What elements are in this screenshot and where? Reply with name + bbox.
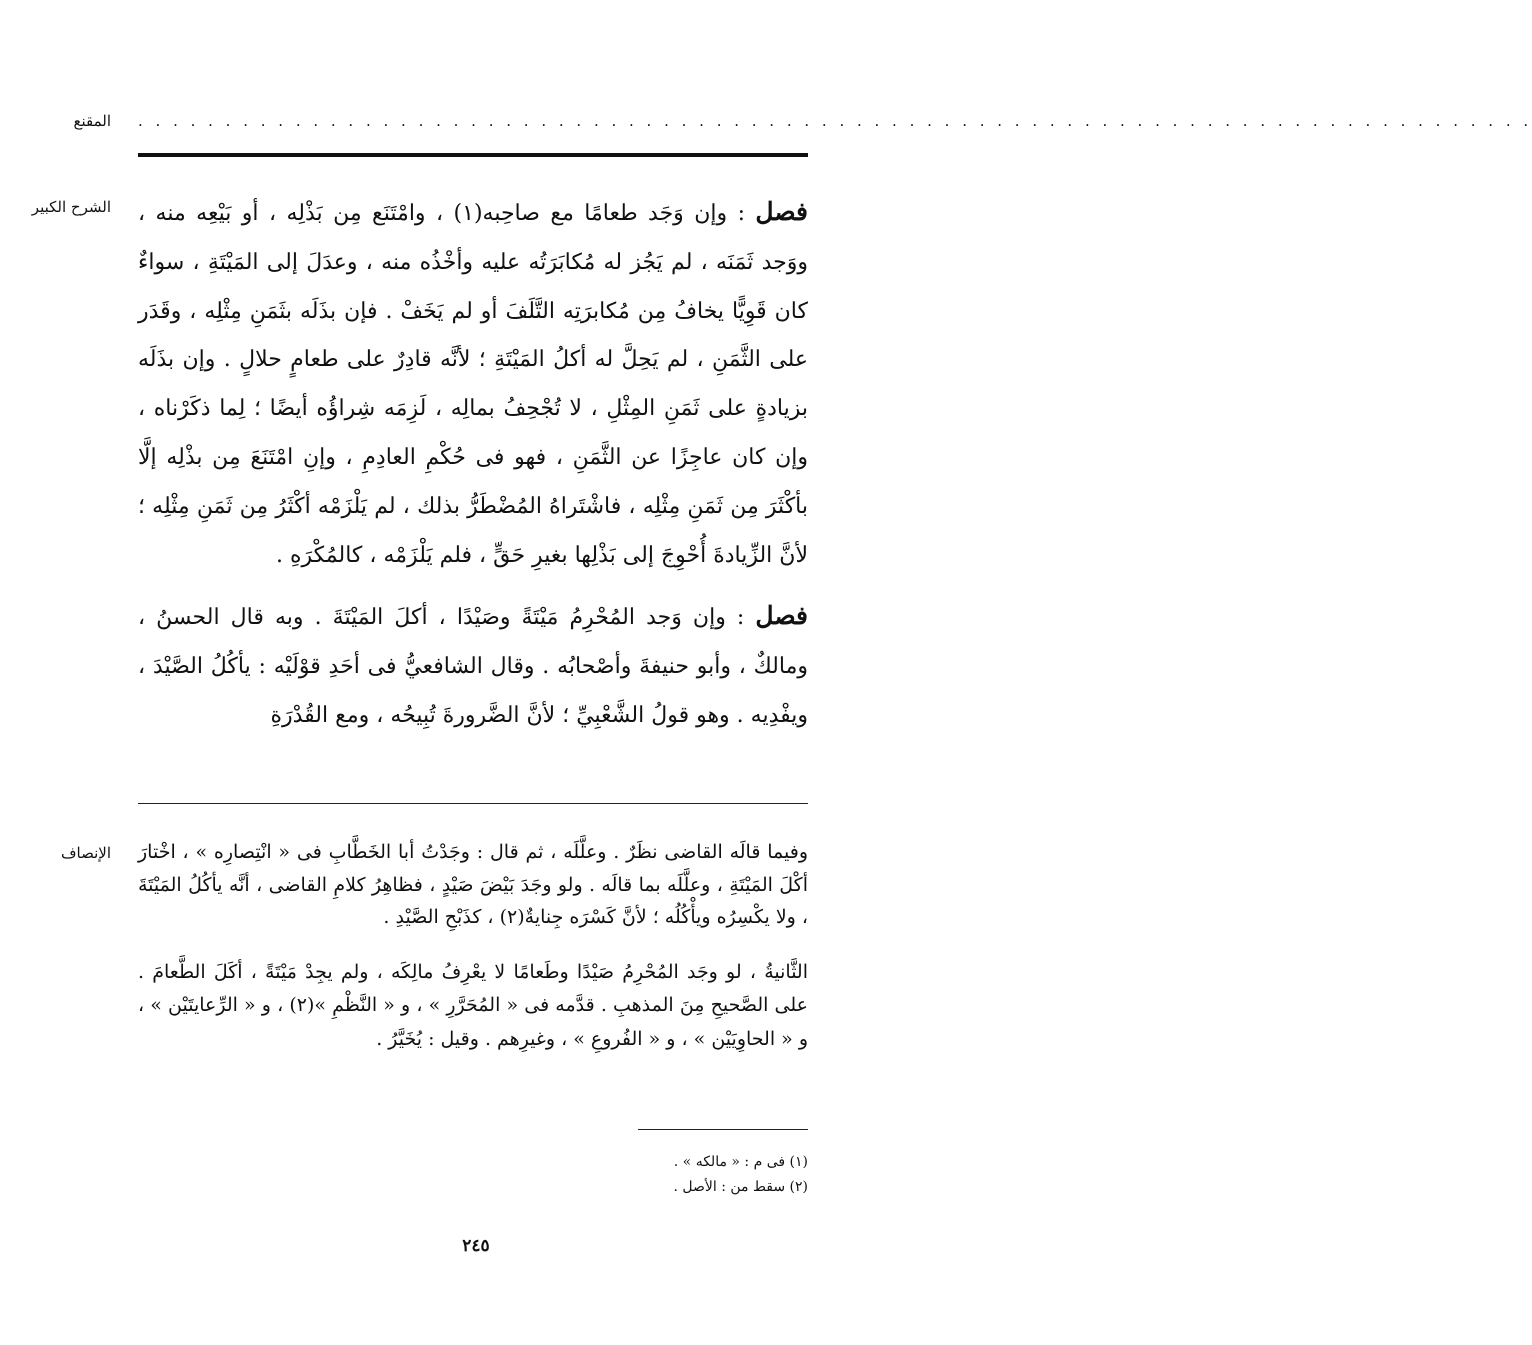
running-header-title: المقنع (73, 112, 111, 130)
main-text-block (138, 188, 808, 741)
margin-label-insaf: الإنصاف (60, 844, 111, 862)
section-divider-rule (138, 803, 808, 804)
main-paragraph-1-body: : وإن وَجَد طعامًا مع صاحِبه(١) ، وامْتَنَع مِن بَذْلِه ، أو بَيْعِه منه ، ووَجد ثَمَنَه ، لم يَجُز له مُكابَرَتُه عليه وأخْذُه منه ، وعدَلَ إلى المَيْتَةِ ، سواءٌ كان قَوِيًّا يخافُ مِن مُكابرَتِه التَّلَفَ أو لم يَخَفْ . فإن بذَلَه بثَمَنِ مِثْلِه ، وقَدَر على الثَّمَنِ ، لم يَحِلَّ له أكلُ المَيْتَةِ ؛ لأنَّه قادِرٌ على طعامٍ حلالٍ . وإن بذَلَه بزيادةٍ على ثَمَنِ المِثْلِ ، لا تُجْحِفُ بمالِه ، لَزِمَه شِراؤُه أيضًا ؛ لِما ذكَرْناه ، وإن كان عاجِزًا عن الثَّمَنِ ، فهو فى حُكْمِ العادِمِ ، وإنِ امْتَنَعَ مِن بذْلِه إلَّا بأكْثَرَ مِن ثَمَنِ مِثْلِه ، فاشْتَراهُ المُضْطَرُّ بذلك ، لم يَلْزَمْه أكْثَرُ مِن ثَمَنِ مِثْلِه ؛ لأنَّ الزِّيادةَ أُحْوِجَ إلى بَذْلِها بغيرِ حَقٍّ ، فلم يَلْزَمْه ، كالمُكْرَهِ . (138, 201, 809, 568)
page-number: ٢٤٥ (462, 1236, 490, 1256)
footnotes (500, 1150, 808, 1200)
footnote-1: (١) فى م : « مالكه » . (673, 1154, 808, 1170)
insaf-paragraph-1: وفيما قالَه القاضى نظَرٌ . وعلَّلَه ، ثم قال : وجَدْتُ أبا الخَطَّابِ فى « انْتِصارِه » ، اخْتارَ أكْلَ المَيْتَةِ ، وعلَّلَه بما قالَه . ولو وجَدَ بَيْضَ صَيْدٍ ، فظاهِرُ كلامِ القاضى ، أنَّه يأكُلُ المَيْتَةَ ، ولا يكْسِرُه ويأْكُلُه ؛ لأنَّ كَسْرَه جِنايةٌ(٢) ، كذَبْحِ الصَّيْدِ . (138, 841, 808, 928)
header-dotted-leader: . . . . . . . . . . . . . . . . . . . . . . . . . . . . . . . . . . . . . . . . . . . . . . . . . . . . . . . . . . . . . . . . . . . . . . . . . . . . . . . . (138, 112, 1532, 130)
section-heading-fasl: فصل (755, 197, 808, 226)
main-paragraph-2 (138, 592, 808, 740)
margin-label-sharh: الشرح الكبير (31, 198, 111, 216)
footnote-2: (٢) سقط من : الأصل . (673, 1179, 808, 1195)
header-rule (138, 153, 808, 157)
footnote-rule (638, 1129, 808, 1130)
insaf-paragraph-2: الثَّانيةُ ، لو وجَد المُحْرِمُ صَيْدًا وطَعامًا لا يعْرِفُ مالِكَه ، ولم يجِدْ مَيْتَةً ، أكَلَ الطَّعامَ . على الصَّحيحِ مِنَ المذهبِ . قدَّمه فى « المُحَرَّرِ » ، و « النَّظْمِ »(٢) ، و « الرِّعايتَيْن » ، و « الحاوِيَيْن » ، و « الفُروعِ » ، وغيرِهم . وقيل : يُخَيَّرُ . (138, 960, 808, 1050)
insaf-text-block (138, 836, 808, 1056)
main-paragraph-1 (138, 188, 808, 580)
main-paragraph-2-body: : وإن وَجد المُحْرِمُ مَيْتَةً وصَيْدًا ، أكلَ المَيْتَةَ . وبه قال الحسنُ ، ومالكٌ ، وأبو حنيفةَ وأصْحابُه . وقال الشافعيُّ فى أحَدِ قوْلَيْه : يأكُلُ الصَّيْدَ ، ويفْدِيه . وهو قولُ الشَّعْبِيِّ ؛ لأنَّ الضَّرورةَ تُبِيحُه ، ومع القُدْرَةِ (138, 605, 808, 728)
section-heading-fasl: فصل (755, 601, 808, 631)
